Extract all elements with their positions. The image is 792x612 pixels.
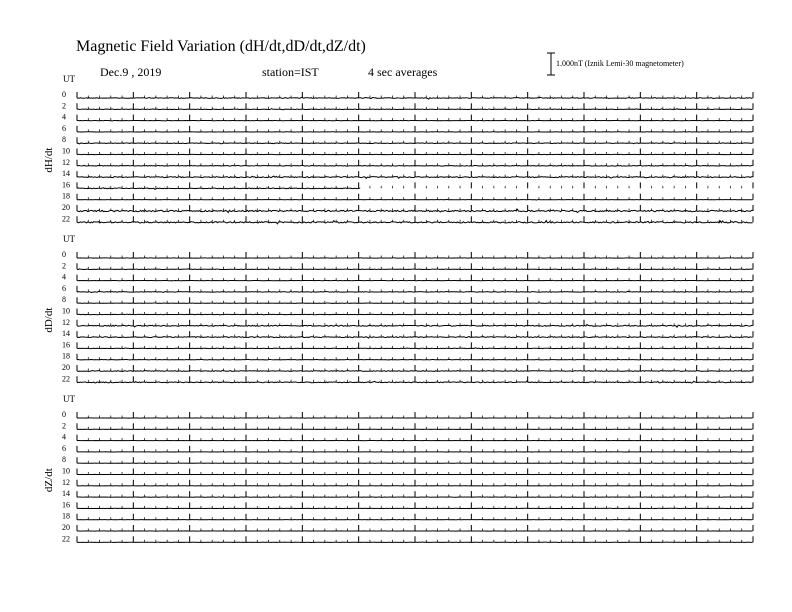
panel-axis-label: dH/dt xyxy=(43,147,55,173)
hour-label: 12 xyxy=(62,477,70,487)
hour-label: 4 xyxy=(62,432,66,442)
hour-label: 0 xyxy=(62,250,66,259)
hour-label: 10 xyxy=(62,466,70,476)
hour-label: 22 xyxy=(62,374,70,384)
hour-label: 14 xyxy=(62,329,70,339)
panel-axis-label: dZ/dt xyxy=(43,468,55,493)
hour-label: 14 xyxy=(62,489,70,499)
hour-label: 4 xyxy=(62,272,66,282)
hour-label: 12 xyxy=(62,317,70,327)
hour-label: 14 xyxy=(62,169,70,179)
hour-label: 8 xyxy=(62,295,66,305)
hour-label: 2 xyxy=(62,421,66,431)
hour-label: 10 xyxy=(62,306,70,316)
hour-label: 6 xyxy=(62,443,66,453)
ut-label: UT xyxy=(63,234,75,244)
chart-title: Magnetic Field Variation (dH/dt,dD/dt,dZ/dt) xyxy=(76,38,366,55)
hour-label: 6 xyxy=(62,123,66,133)
hour-label: 18 xyxy=(62,351,70,361)
hour-label: 18 xyxy=(62,511,70,521)
hour-label: 20 xyxy=(62,203,70,212)
hour-label: 16 xyxy=(62,180,70,190)
date-label: Dec.9 , 2019 xyxy=(100,65,162,79)
hour-label: 2 xyxy=(62,101,66,111)
hour-label: 8 xyxy=(62,455,66,465)
hour-label: 0 xyxy=(62,90,66,99)
ut-label: UT xyxy=(63,74,75,84)
scale-bar-label: 1.000nT (Iznik Lemi-30 magnetometer) xyxy=(556,59,684,68)
hour-label: 12 xyxy=(62,157,70,167)
hour-label: 8 xyxy=(62,135,66,145)
hour-label: 22 xyxy=(62,534,70,544)
panel-axis-label: dD/dt xyxy=(43,307,55,333)
hour-label: 4 xyxy=(62,112,66,122)
hour-label: 0 xyxy=(62,410,66,419)
ut-label: UT xyxy=(63,394,75,404)
trace-line xyxy=(77,188,360,190)
station-label: station=IST xyxy=(262,65,319,79)
hour-label: 20 xyxy=(62,363,70,372)
hour-label: 16 xyxy=(62,340,70,350)
hour-label: 16 xyxy=(62,500,70,510)
hour-label: 2 xyxy=(62,261,66,271)
hour-label: 10 xyxy=(62,146,70,156)
averages-label: 4 sec averages xyxy=(368,65,438,79)
hour-label: 6 xyxy=(62,283,66,293)
hour-label: 20 xyxy=(62,523,70,532)
hour-label: 22 xyxy=(62,214,70,224)
hour-label: 18 xyxy=(62,191,70,201)
